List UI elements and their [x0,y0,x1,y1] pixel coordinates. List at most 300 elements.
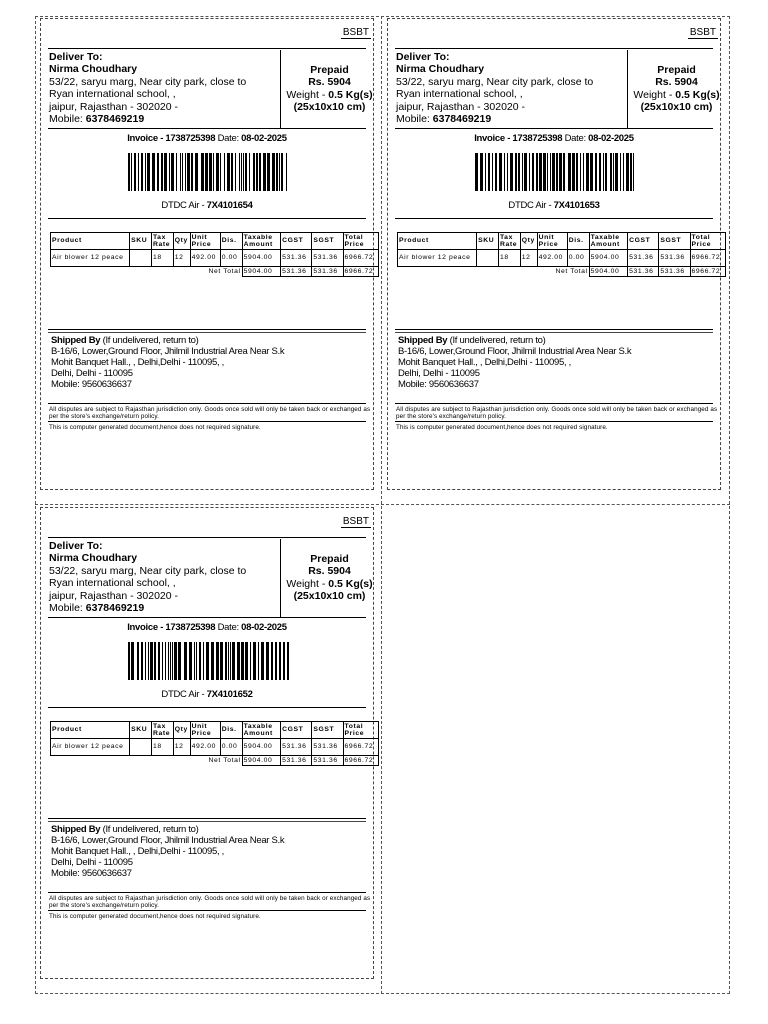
divider [395,128,713,129]
column-header: Qty [173,233,190,250]
sender-mobile: Mobile: 9560636637 [398,379,479,390]
barcode-bar [158,642,160,680]
brand-name: BSBT [689,27,716,38]
barcode-bar [603,153,604,191]
table-header-row [51,233,379,250]
column-header: CGST [281,233,312,250]
payment-mode: Prepaid [310,553,349,565]
table-cell: 12 [173,739,190,756]
column-header: Product [398,233,477,250]
sender-address-line: B-16/6, Lower,Ground Floor, Jhilmil Industrial Area Near S.k [398,346,632,357]
brand-name: BSBT [342,27,369,38]
recipient-address-line: Ryan international school, , [49,88,176,101]
payment-mode: Prepaid [657,64,696,76]
shipped-by-note: (If undelivered, return to) [449,335,546,346]
recipient-address-line: jaipur, Rajasthan - 302020 - [49,100,178,113]
net-total-row [51,756,379,766]
barcode-bar [599,153,601,191]
package-weight [628,89,725,101]
barcode-bar [216,642,219,680]
barcode-bar [243,153,244,191]
invoice-date: 08-02-2025 [588,133,634,144]
barcode-bar [182,153,183,191]
shipped-by-heading [51,335,373,346]
disputes-note: All disputes are subject to Rajasthan jurisdiction only. Goods once sold will only be taken back or exchanged as per the store's exchange/return policy. [49,406,371,420]
courier-name: DTDC Air - [161,200,205,211]
barcode-bar [162,642,163,680]
net-total-cell: 531.36 [312,756,343,766]
sender-address-line: Mohit Banquet Hall., , Delhi,Delhi - 110095, , [51,357,224,368]
barcode-bar [245,642,248,680]
recipient-address-line: Ryan international school, , [396,88,523,101]
barcode-bar [141,642,143,680]
awb-number: 7X4101653 [553,200,600,211]
awb-barcode [128,642,291,680]
barcode-bar [586,153,589,191]
barcode-bar [480,153,483,191]
weight-value: 0.5 Kg(s) [328,577,373,590]
divider [48,617,366,618]
barcode-bar [174,642,177,680]
barcode-bar [279,642,281,680]
barcode-bar [157,153,159,191]
payment-block [281,553,378,603]
barcode-bar [128,153,130,191]
sender-mobile: Mobile: 9560636637 [51,868,132,879]
items-table [50,721,379,766]
deliver-to-block [49,51,277,125]
barcode-bar [532,153,534,191]
deliver-to-heading: Deliver To: [49,51,103,63]
divider [48,537,366,538]
column-header: Taxable Amount [242,722,281,739]
barcode-bar [552,153,555,191]
barcode-bar [515,153,517,191]
barcode-bar [187,153,190,191]
table-cell: 18 [498,250,520,267]
shipped-by-note: (If undelivered, return to) [102,824,199,835]
table-header-row [398,233,726,250]
awb-barcode [475,153,638,191]
invoice-line [48,133,366,144]
barcode-bar [536,153,538,191]
recipient-address-line: Ryan international school, , [49,577,176,590]
signature-note: This is computer generated document,hence does not required signature. [396,424,608,431]
barcode-bar [201,153,204,191]
barcode-bar [220,642,223,680]
column-header: SKU [130,722,152,739]
invoice-label: Invoice - [127,133,164,144]
table-cell: 492.00 [190,739,220,756]
divider [48,329,366,330]
barcode-bar [259,153,261,191]
divider [395,48,713,49]
barcode-bar [161,153,163,191]
signature-note: This is computer generated document,hence does not required signature. [49,913,261,920]
courier-line [48,689,366,700]
mobile-number: 6378469219 [432,113,492,126]
table-cell: Air blower 12 peace [51,739,130,756]
invoice-number: 1738725398 [165,622,216,633]
column-header: Tax Rate [498,233,520,250]
table-cell: 5904.00 [589,250,628,267]
barcode-bar [237,642,240,680]
invoice-number: 1738725398 [512,133,563,144]
table-cell: 12 [173,250,190,267]
barcode-bar [253,153,255,191]
barcode-bar [137,642,139,680]
deliver-to-heading: Deliver To: [396,51,450,63]
column-header: SGST [312,233,343,250]
column-header: Tax Rate [151,722,173,739]
barcode-bar [258,642,259,680]
package-weight [281,89,378,101]
barcode-bar [504,153,505,191]
table-cell: 5904.00 [242,739,281,756]
recipient-address-line: 53/22, saryu marg, Near city park, close to [49,564,247,577]
shipped-by-block [398,335,720,390]
net-total-cell: 6966.72 [690,267,725,277]
shipping-label [387,18,721,490]
shipped-by-label: Shipped By [51,335,101,346]
barcode-bar [272,153,275,191]
barcode-bar [279,153,280,191]
table-cell [130,250,152,267]
disputes-note: All disputes are subject to Rajasthan jurisdiction only. Goods once sold will only be taken back or exchanged as per the store's exchange/return policy. [49,895,371,909]
column-header: Qty [520,233,537,250]
barcode-bar [286,153,287,191]
shipped-by-block [51,335,373,390]
weight-label: Weight - [286,577,326,590]
barcode-bar [499,153,502,191]
table-header-row [51,722,379,739]
deliver-to-heading: Deliver To: [49,540,103,552]
invoice-date: 08-02-2025 [241,133,287,144]
barcode-bar [134,153,136,191]
barcode-bar [485,153,486,191]
divider [395,218,713,219]
net-total-label: Net Total [51,267,243,277]
net-total-cell: 531.36 [281,756,312,766]
barcode-bar [150,642,153,680]
table-cell: 531.36 [659,250,690,267]
column-header: Dis. [220,233,242,250]
column-header: Total Price [690,233,725,250]
net-total-cell: 5904.00 [242,756,281,766]
date-label: Date: [217,622,239,633]
barcode-bar [185,153,186,191]
package-dimensions: (25x10x10 cm) [640,101,713,114]
sender-mobile: Mobile: 9560636637 [51,379,132,390]
column-header: Total Price [343,233,378,250]
weight-label: Weight - [286,88,326,101]
mobile-label: Mobile: [396,113,430,126]
divider [48,421,366,422]
barcode-bar [287,642,289,680]
divider [48,128,366,129]
barcode-bar [148,642,149,680]
deliver-to-block [49,540,277,614]
divider [395,421,713,422]
divider [395,329,713,330]
divider [48,818,366,819]
barcode-bar [507,153,508,191]
barcode-bar [518,153,520,191]
payment-amount: Rs. 5904 [655,76,698,89]
barcode-bar [610,153,612,191]
recipient-name: Nirma Choudhary [49,552,138,565]
barcode-bar [580,153,581,191]
barcode-bar [231,153,233,191]
mobile-number: 6378469219 [85,602,145,615]
payment-amount: Rs. 5904 [308,565,351,578]
net-total-row [51,267,379,277]
mobile-label: Mobile: [49,602,83,615]
package-weight [281,578,378,590]
net-total-cell: 531.36 [281,267,312,277]
barcode-bar [256,153,258,191]
divider [48,707,366,708]
barcode-bar [568,153,571,191]
table-cell: 5904.00 [242,250,281,267]
barcode-bar [245,153,247,191]
recipient-mobile [49,113,277,125]
divider [48,332,366,333]
barcode-bar [239,153,240,191]
sender-address-line: B-16/6, Lower,Ground Floor, Jhilmil Industrial Area Near S.k [51,835,285,846]
barcode-bar [195,153,198,191]
invoice-label: Invoice - [127,622,164,633]
barcode-bar [178,642,181,680]
table-cell: 531.36 [312,250,343,267]
awb-number: 7X4101652 [206,689,253,700]
table-cell: 531.36 [281,739,312,756]
cut-line-vertical [381,16,382,994]
column-header: SGST [659,233,690,250]
items-table [50,232,379,277]
recipient-mobile [396,113,624,125]
net-total-cell: 5904.00 [242,267,281,277]
barcode-bar [250,642,251,680]
net-total-cell: 531.36 [312,267,343,277]
barcode-bar [620,153,621,191]
column-header: Dis. [220,722,242,739]
barcode-bar [164,153,167,191]
barcode-bar [590,153,593,191]
barcode-bar [253,642,256,680]
table-cell: 18 [151,739,173,756]
table-cell: Air blower 12 peace [51,250,130,267]
shipped-by-label: Shipped By [398,335,448,346]
barcode-bar [141,153,143,191]
barcode-bar [206,642,209,680]
divider [48,48,366,49]
barcode-bar [170,642,171,680]
column-header: Tax Rate [151,233,173,250]
divider [48,910,366,911]
table-cell: 492.00 [190,250,220,267]
barcode-bar [211,642,214,680]
table-cell: 531.36 [312,739,343,756]
barcode-bar [154,642,156,680]
divider [48,218,366,219]
barcode-bar [583,153,584,191]
recipient-name: Nirma Choudhary [396,63,485,76]
table-row [51,250,379,267]
table-cell: 6966.72 [343,250,378,267]
date-label: Date: [217,133,239,144]
sender-address-line: Mohit Banquet Hall., , Delhi,Delhi - 110095, , [398,357,571,368]
column-header: SGST [312,722,343,739]
barcode-bar [281,153,283,191]
barcode-bar [605,153,607,191]
courier-name: DTDC Air - [161,689,205,700]
payment-block [628,64,725,114]
barcode-bar [216,153,219,191]
barcode-bar [145,642,146,680]
barcode-bar [171,153,174,191]
barcode-bar [147,153,150,191]
barcode-bar [191,153,193,191]
shipped-by-note: (If undelivered, return to) [102,335,199,346]
mobile-number: 6378469219 [85,113,145,126]
table-cell: 0.00 [567,250,589,267]
table-cell: 12 [520,250,537,267]
barcode-bar [543,153,546,191]
barcode-bar [559,153,562,191]
barcode-bar [225,642,227,680]
signature-note: This is computer generated document,hence does not required signature. [49,424,261,431]
net-total-cell: 5904.00 [589,267,628,277]
table-cell: 531.36 [628,250,659,267]
barcode-bar [184,642,187,680]
barcode-bar [488,153,490,191]
barcode-bar [495,153,497,191]
cut-line-horizontal [35,504,730,505]
table-cell: 6966.72 [343,739,378,756]
payment-amount: Rs. 5904 [308,76,351,89]
invoice-line [48,622,366,633]
table-cell: 18 [151,250,173,267]
invoice-line [395,133,713,144]
barcode-bar [189,642,192,680]
sender-address-line: Mohit Banquet Hall., , Delhi,Delhi - 110095, , [51,846,224,857]
column-header: SKU [130,233,152,250]
invoice-date: 08-02-2025 [241,622,287,633]
barcode-bar [241,153,242,191]
table-row [398,250,726,267]
table-cell: 492.00 [537,250,567,267]
date-label: Date: [564,133,586,144]
barcode-bar [209,153,212,191]
barcode-bar [131,642,134,680]
barcode-bar [249,153,250,191]
recipient-mobile [49,602,277,614]
shipping-label [40,507,374,979]
net-total-label: Net Total [51,756,243,766]
column-header: Unit Price [537,233,567,250]
table-cell: 531.36 [281,250,312,267]
barcode-bar [152,153,155,191]
table-cell: 6966.72 [690,250,725,267]
barcode-bar [563,153,565,191]
barcode-bar [172,642,173,680]
barcode-bar [271,642,273,680]
barcode-bar [633,153,634,191]
shipped-by-heading [51,824,373,835]
recipient-address-line: jaipur, Rajasthan - 302020 - [396,100,525,113]
items-table [397,232,726,277]
barcode-bar [615,153,618,191]
recipient-address-line: jaipur, Rajasthan - 302020 - [49,589,178,602]
barcode-bar [220,153,221,191]
courier-line [395,200,713,211]
recipient-address-line: 53/22, saryu marg, Near city park, close to [49,75,247,88]
barcode-bar [547,153,548,191]
column-header: Unit Price [190,722,220,739]
barcode-bar [232,642,235,680]
invoice-number: 1738725398 [165,133,216,144]
column-header: Taxable Amount [242,233,281,250]
barcode-bar [224,153,225,191]
divider [48,892,366,893]
barcode-bar [168,642,169,680]
divider [395,403,713,404]
courier-name: DTDC Air - [508,200,552,211]
barcode-bar [492,153,493,191]
payment-mode: Prepaid [310,64,349,76]
barcode-bar [230,642,231,680]
table-cell: 0.00 [220,739,242,756]
brand-name: BSBT [342,516,369,527]
barcode-bar [623,153,624,191]
barcode-bar [266,642,269,680]
barcode-bar [169,153,170,191]
barcode-bar [213,153,214,191]
barcode-bar [626,153,629,191]
column-header: Dis. [567,233,589,250]
shipping-label [40,18,374,490]
package-dimensions: (25x10x10 cm) [293,590,366,603]
deliver-to-block [396,51,624,125]
mobile-label: Mobile: [49,113,83,126]
shipped-by-heading [398,335,720,346]
barcode-bar [145,153,146,191]
column-header: CGST [628,233,659,250]
barcode-bar [180,153,181,191]
column-header: Qty [173,722,190,739]
divider [48,403,366,404]
barcode-bar [550,153,551,191]
barcode-bar [176,153,177,191]
barcode-bar [261,642,264,680]
table-cell: Air blower 12 peace [398,250,477,267]
barcode-bar [276,153,278,191]
sender-address-line: Delhi, Delhi - 110095 [51,368,133,379]
disputes-note: All disputes are subject to Rajasthan jurisdiction only. Goods once sold will only be taken back or exchanged as per the store's exchange/return policy. [396,406,718,420]
barcode-bar [522,153,523,191]
barcode-bar [227,153,230,191]
awb-number: 7X4101654 [206,200,253,211]
column-header: Product [51,233,130,250]
barcode-bar [556,153,558,191]
divider [395,332,713,333]
weight-value: 0.5 Kg(s) [675,88,720,101]
barcode-bar [128,642,130,680]
column-header: Taxable Amount [589,233,628,250]
payment-block [281,64,378,114]
divider [48,821,366,822]
